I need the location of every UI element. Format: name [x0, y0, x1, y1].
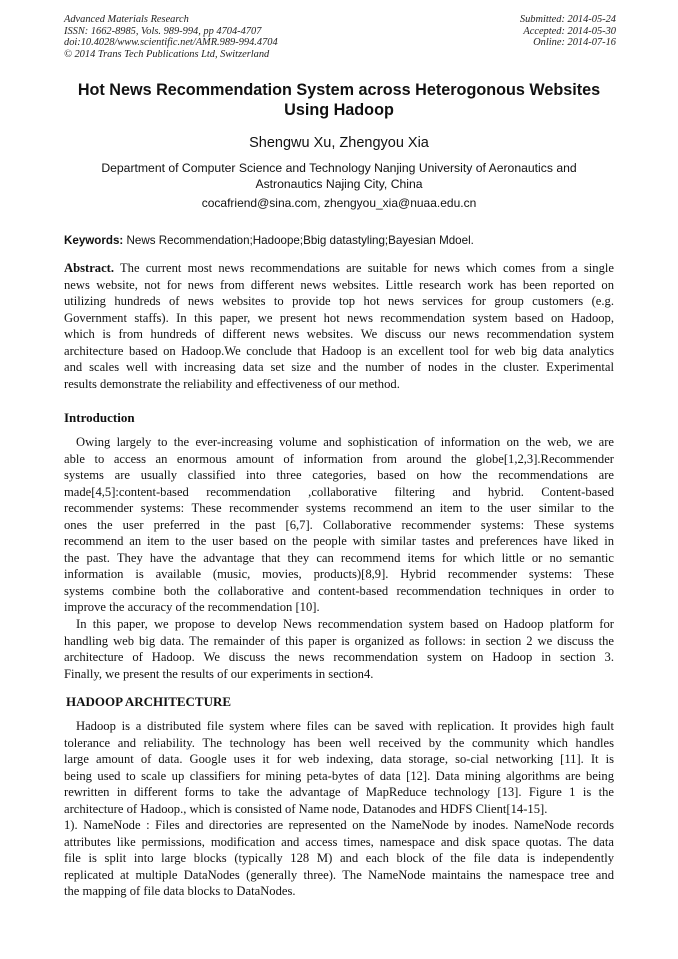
affiliation-line: Astronautics Najing City, China: [255, 177, 423, 191]
paragraph-line: Finally, we present the results of our experiments in section4.: [64, 666, 374, 681]
paragraph-line: improve the accuracy of the recommendation [10].: [64, 600, 320, 614]
abstract-line: Abstract. The current most news recommendations are suitable for news which comes from a single: [64, 261, 614, 275]
introduction-paragraph-1: [64, 434, 614, 616]
paragraph-line: recommend an item to the user based on the people with similar tastes and preferences have liked in: [64, 534, 614, 548]
abstract-line: utilizing hundreds of news websites to provide top hot news services for group customers (e.g.: [64, 294, 614, 308]
paragraph-line: Owing largely to the ever-increasing volume and sophistication of information on the web, we are: [76, 435, 614, 449]
introduction-heading: Introduction: [64, 410, 135, 425]
paragraph-line: large amount of data. Google uses it for web indexing, data storage, so-cial networking [11]. It is: [64, 752, 614, 766]
abstract-line: Government staffs). In this paper, we present hot news recommendation system based on Hadoop,: [64, 310, 614, 325]
abstract-line: architecture based on Hadoop.We conclude that Hadoop is an excellent tool for web big data analytics: [64, 343, 614, 358]
paragraph-line: handling web big data. The remainder of this paper is organized as follows: in section 2 we discuss the: [64, 633, 614, 648]
online-date: Online: 2014-07-16: [533, 37, 616, 49]
paragraph-line: file is split into large blocks (typically 128 M) and each block of the file data is independently: [64, 851, 614, 865]
paragraph-line: attributes like permissions, modification and access times, namespace and disk space quotas. The data: [64, 834, 614, 849]
paragraph-line: ones the user preferred in the past [6,7]. Collaborative recommender systems: These systems: [64, 517, 614, 532]
journal-name: Advanced Materials Research: [64, 14, 189, 25]
submitted-date: Submitted: 2014-05-24: [519, 14, 616, 25]
paragraph-line: tolerance and reliability. The technology has been well received by the community which handles: [64, 735, 614, 750]
abstract: [64, 260, 614, 392]
abstract-line: results demonstrate the reliability and effectiveness of our method.: [64, 376, 400, 391]
paragraph-line: the mapping of file data blocks to DataNodes.: [64, 884, 296, 898]
paragraph-line: being used to scale up classifiers for mining peta-bytes of data [12]. Data mining algorithms are being: [64, 768, 614, 783]
title-line: Using Hadoop: [284, 101, 394, 119]
paragraph-line: systems combine both the collaborative and content-based recommendation techniques in order to: [64, 583, 614, 598]
journal-header: [64, 14, 278, 60]
journal-issn: ISSN: 1662-8985, Vols. 989-994, pp 4704-4707: [64, 25, 262, 37]
paragraph-line: systems are usually classified into three categories, based on how the recommendations are: [64, 468, 614, 482]
abstract-label: Abstract.: [64, 261, 115, 275]
paragraph-line: architecture of Hadoop. We discuss the news recommendation system on Hadoop in section 3.: [64, 650, 614, 664]
abstract-line: news website, not for news from different news websites. Little research work has been reported on: [64, 277, 614, 292]
paragraph-line: 1). NameNode : Files and directories are represented on the NameNode by inodes. NameNode records: [64, 818, 614, 832]
paragraph-line: able to access an enormous amount of information from around the globe[1,2,3].Recommender: [64, 451, 614, 466]
paragraph-line: recommender systems: These recommender systems recommend an item to the user similar to the: [64, 501, 614, 515]
paragraph-line: the past. They have the advantage that they can recommend items for which little or no semantic: [64, 550, 614, 565]
paragraph-line: made[4,5]:content-based recommendation ,collaborative filtering and hybrid. Content-based: [64, 484, 614, 499]
keywords-label: Keywords:: [64, 234, 124, 247]
hadoop-paragraph-1: [64, 718, 614, 817]
abstract-line: which is from hundreds of different news websites. We discuss our news recommendation system: [64, 327, 614, 341]
keywords-text: News Recommendation;Hadoope;Bbig datastyling;Bayesian Mdoel.: [123, 234, 474, 247]
paragraph-line: information is available (music, movies, products)[8,9]. Hybrid recommender systems: These: [64, 567, 614, 581]
dates-header: [520, 14, 616, 49]
introduction-paragraph-2: [64, 616, 614, 682]
paper-title: [40, 80, 638, 120]
paragraph-line: rewritten in different forms to take the advantage of MapReduce technology [13]. Figure 1 is the: [64, 785, 614, 799]
journal-doi: doi:10.4028/www.scientific.net/AMR.989-994.4704: [64, 37, 278, 49]
hadoop-heading: HADOOP ARCHITECTURE: [66, 694, 232, 709]
paragraph-line: replicated at multiple DataNodes (generally three). The NameNode maintains the namespace tree and: [64, 867, 614, 882]
affiliation: [40, 160, 638, 192]
keywords: [64, 233, 624, 248]
paragraph-line: In this paper, we propose to develop News recommendation system based on Hadoop platform for: [76, 617, 614, 631]
hadoop-paragraph-2: [64, 817, 614, 900]
paragraph-line: architecture of Hadoop., which is consisted of Name node, Datanodes and HDFS Client[14-15].: [64, 801, 548, 816]
accepted-date: Accepted: 2014-05-30: [523, 25, 616, 37]
paper-authors: Shengwu Xu, Zhengyou Xia: [249, 135, 429, 151]
author-emails: cocafriend@sina.com, zhengyou_xia@nuaa.edu.cn: [201, 196, 477, 210]
journal-copyright: © 2014 Trans Tech Publications Ltd, Switzerland: [64, 48, 270, 60]
abstract-line: and scales well with increasing data set size and the number of nodes in the cluster. Experimental: [64, 360, 614, 374]
affiliation-line: Department of Computer Science and Technology Nanjing University of Aeronautics and: [101, 161, 577, 175]
title-line: Hot News Recommendation System across Heterogonous Websites: [77, 81, 601, 99]
paragraph-line: Hadoop is a distributed file system where files can be saved with replication. It provides high fault: [76, 719, 614, 733]
